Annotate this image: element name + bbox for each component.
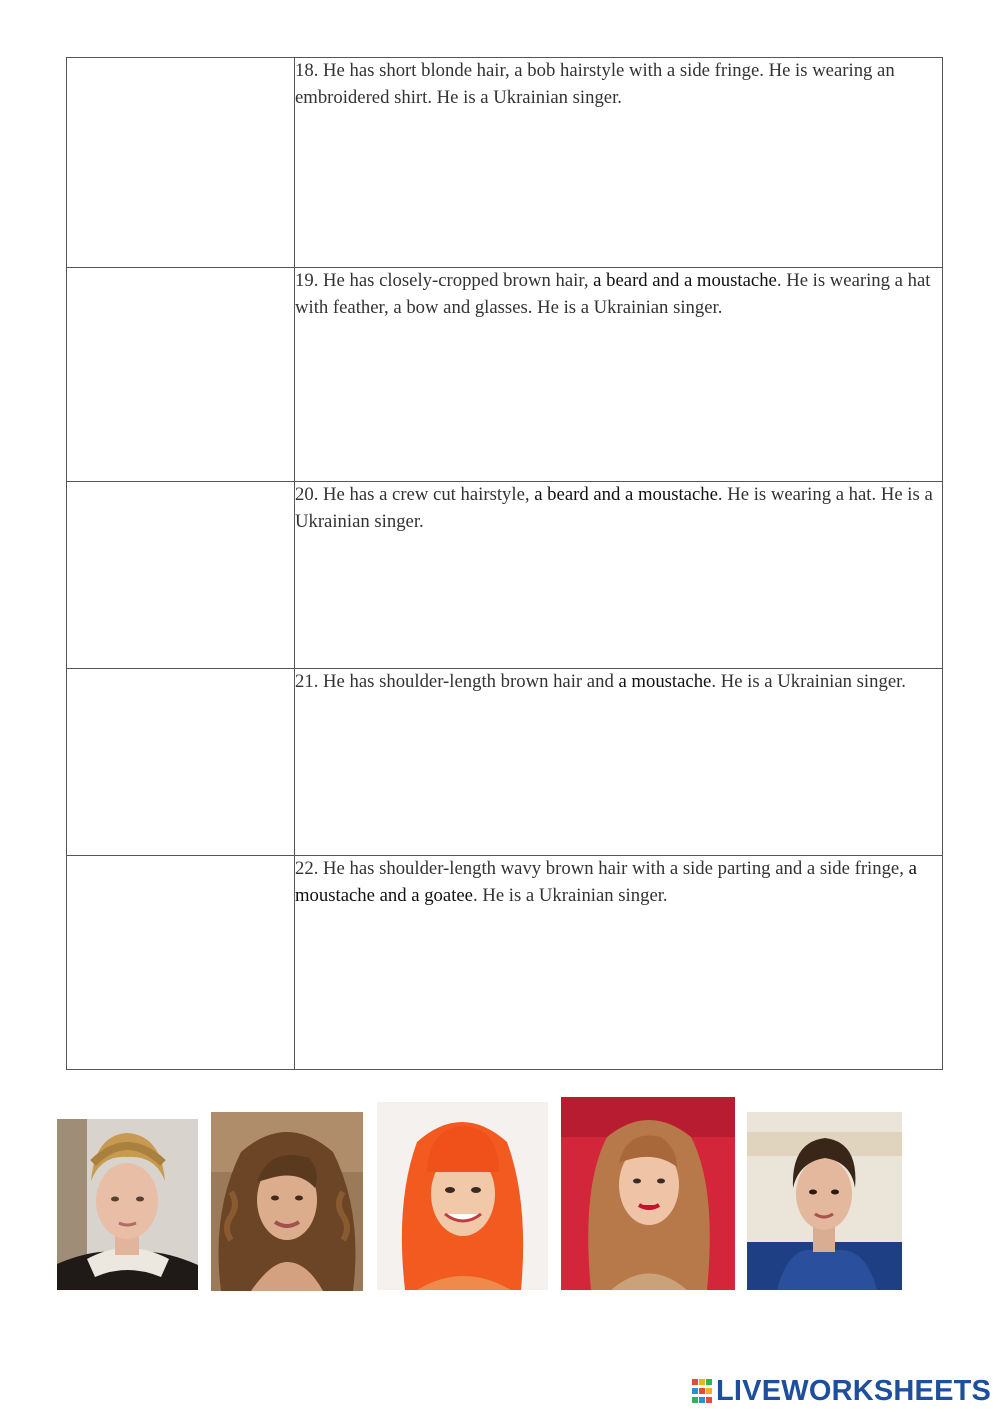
draggable-photo-4[interactable] xyxy=(561,1097,735,1290)
table-row xyxy=(67,856,943,1070)
description-text: 19. He has closely-cropped brown hair, xyxy=(295,270,594,291)
description-text: 21. He has shoulder-length brown hair and xyxy=(295,671,619,692)
table-row xyxy=(67,482,943,669)
description-text-highlight: a moustache xyxy=(618,671,712,692)
draggable-photo-2[interactable] xyxy=(211,1112,363,1291)
description-21 xyxy=(295,669,943,856)
description-text-highlight: a beard and a moustache xyxy=(593,270,777,291)
description-text-end: . He is a Ukrainian singer. xyxy=(472,884,668,906)
answer-drop-box-18[interactable] xyxy=(67,58,295,268)
draggable-photo-3[interactable] xyxy=(377,1102,548,1290)
description-18 xyxy=(295,58,943,268)
descriptions-table xyxy=(66,57,943,1070)
table-row xyxy=(67,669,943,856)
draggable-photo-1[interactable] xyxy=(57,1119,198,1290)
answer-drop-box-22[interactable] xyxy=(67,856,295,1070)
description-text-end: . He is a Ukrainian singer. xyxy=(711,671,906,692)
liveworksheets-logo xyxy=(692,1374,991,1408)
description-text-end: . He is wearing a hat. He is a Ukrainian singer. xyxy=(295,484,933,532)
description-text: 20. He has a crew cut hairstyle, xyxy=(295,484,535,505)
description-text-highlight: a beard and a moustache xyxy=(534,484,718,505)
liveworksheets-icon xyxy=(692,1379,713,1403)
description-22 xyxy=(295,856,943,1070)
description-19 xyxy=(295,268,943,482)
answer-drop-box-19[interactable] xyxy=(67,268,295,482)
table-row xyxy=(67,268,943,482)
description-text-end: . He is wearing a hat with feather, a bow and glasses. He is a Ukrainian singer. xyxy=(295,270,931,318)
description-text: 18. He has short blonde hair, a bob hairstyle with a side fringe. He is wearing an embroidered shirt. He is a Ukrainian singer. xyxy=(295,60,895,108)
answer-drop-box-20[interactable] xyxy=(67,482,295,669)
answer-drop-box-21[interactable] xyxy=(67,669,295,856)
description-text-highlight: a moustache and a goatee xyxy=(295,858,917,906)
description-text: 22. He has shoulder-length wavy brown hair with a side parting and a side fringe, xyxy=(295,858,909,879)
draggable-photo-5[interactable] xyxy=(747,1112,902,1290)
logo-text: LIVEWORKSHEETS xyxy=(716,1375,992,1407)
description-20 xyxy=(295,482,943,669)
table-row xyxy=(67,58,943,268)
